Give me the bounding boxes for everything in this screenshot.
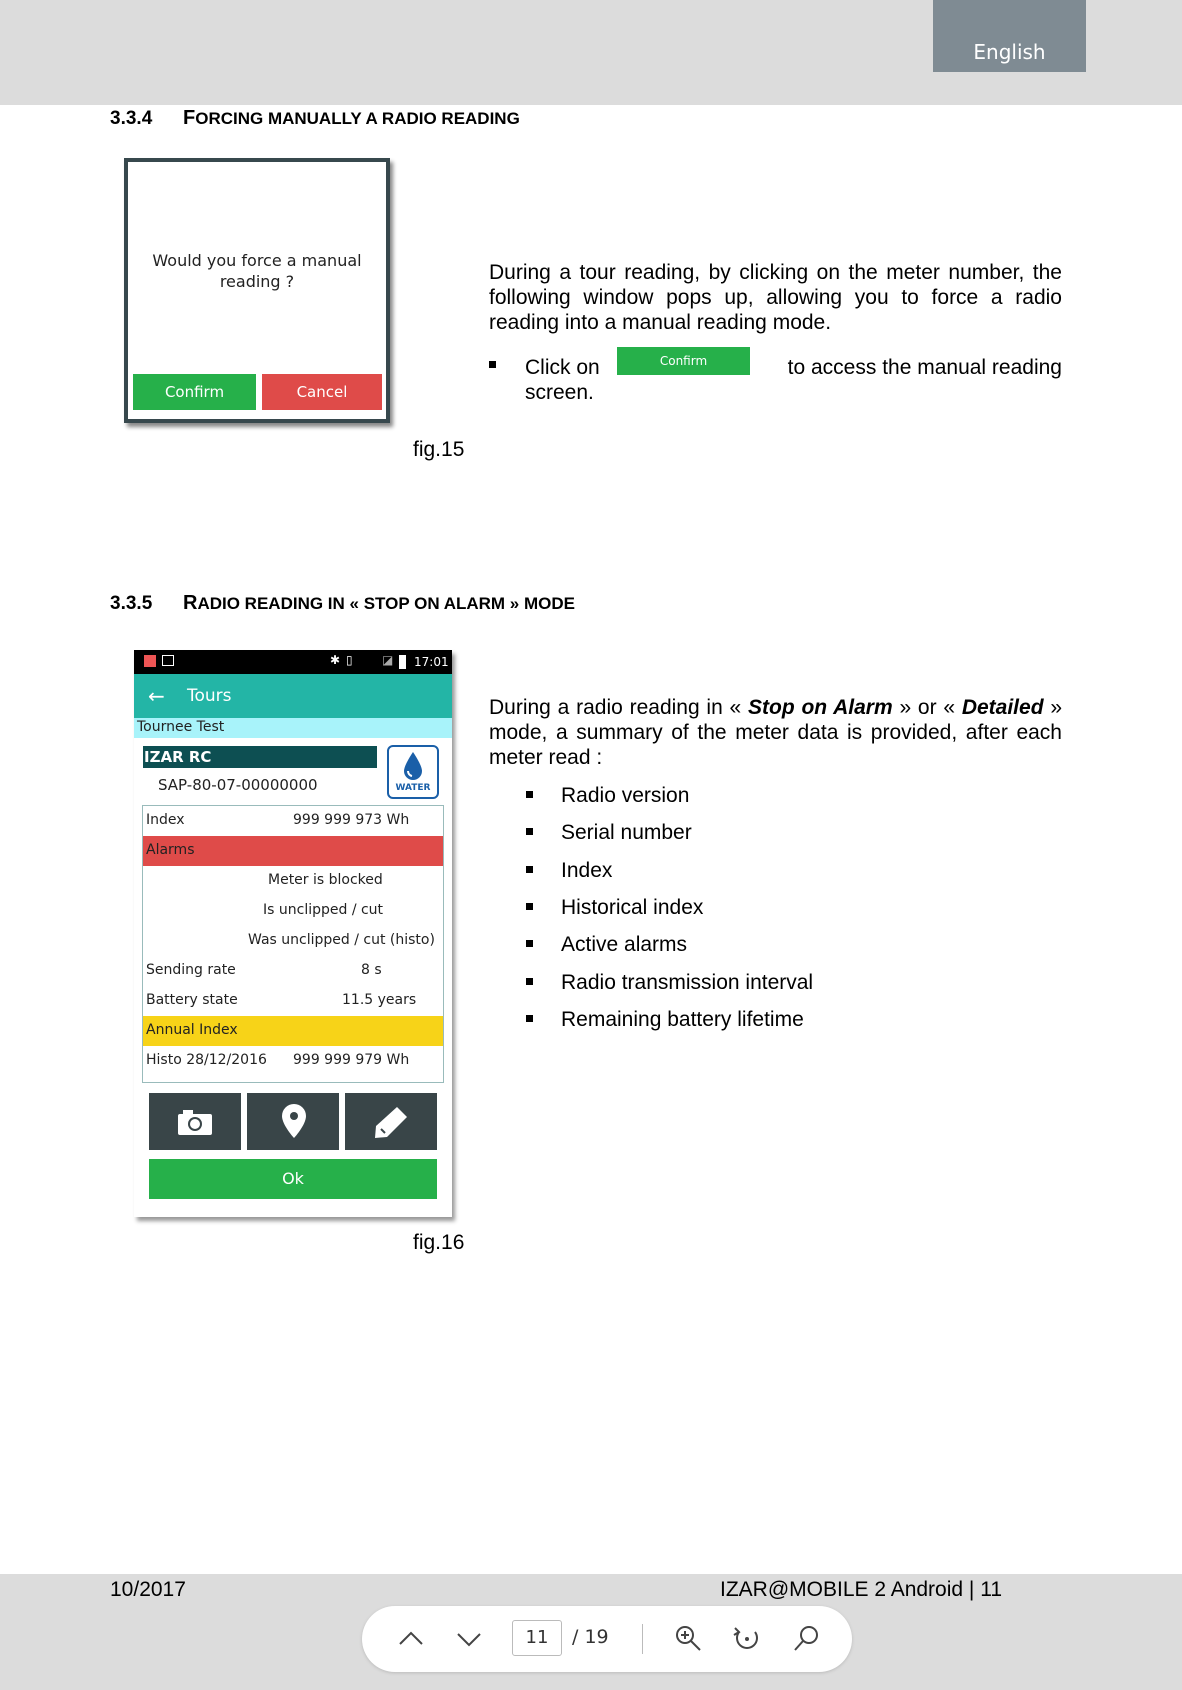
water-badge-label: WATER [395,783,431,793]
alarm-row [143,896,443,926]
page-number-input[interactable]: 11 [512,1620,562,1656]
camera-icon [177,1108,213,1136]
alarm-1: Meter is blocked [268,872,383,888]
list-item-text: Remaining battery lifetime [561,1008,804,1031]
heading-initial: R [183,592,198,614]
status-bar [134,650,452,674]
list-item [525,970,813,995]
bullet-marker [526,940,533,947]
dialog-question [128,250,386,292]
heading-part: MODE [523,594,575,613]
rotate-icon[interactable] [730,1622,764,1656]
footer-product-page: IZAR@MOBILE 2 Android | 11 [720,1578,1003,1601]
battery-value: 11.5 years [342,992,417,1008]
bullet-marker [489,361,496,368]
list-item [525,1007,804,1032]
footer-date: 10/2017 [110,1578,186,1601]
annual-index-header-row [143,1016,443,1046]
section-heading-3-3-4 [110,107,520,130]
list-item [525,858,612,883]
page-total: / 19 [572,1626,609,1648]
section-number: 3.3.5 [110,593,153,614]
app-bar-title: Tours [187,686,232,706]
heading-rest: ORCING MANUALLY A RADIO READING [195,109,520,128]
meter-type-header [143,746,377,768]
dialog-confirm-button[interactable]: Confirm [133,374,256,410]
back-arrow-icon[interactable]: ← [148,684,165,708]
index-value: 999 999 973 Wh [293,812,410,828]
histo-row [143,1046,443,1076]
search-icon[interactable] [790,1622,824,1656]
force-manual-dialog [124,158,390,423]
sending-rate-label: Sending rate [146,962,236,978]
list-item-text: Active alarms [561,933,688,956]
signal-icon: ◪ [382,653,394,667]
phone-screenshot [134,650,452,1217]
vibrate-icon: ▯ [346,653,353,667]
annual-index-label: Annual Index [146,1022,238,1038]
inline-confirm-button: Confirm [617,347,750,375]
para-part: During a radio reading in « [489,696,749,719]
sending-rate-value: 8 s [361,962,382,978]
para-part: » or « [892,696,962,719]
alarm-3: Was unclipped / cut (histo) [248,932,435,948]
tour-name-bar [134,718,452,738]
next-page-chevron-down-icon[interactable] [452,1622,486,1656]
alarm-row [143,926,443,956]
section-number: 3.3.4 [110,108,153,129]
battery-label: Battery state [146,992,238,1008]
water-drop-icon [402,751,424,781]
pencil-icon [373,1105,409,1139]
figure-label-15: fig.15 [413,438,465,461]
list-item-text: Radio version [561,784,690,807]
edit-button[interactable] [345,1093,437,1150]
sending-rate-row [143,956,443,986]
alarm-row [143,866,443,896]
battery-icon [399,655,406,669]
battery-row [143,986,443,1016]
heading-initial: F [183,107,196,129]
histo-label: Histo 28/12/2016 [146,1052,267,1068]
toolbar-divider [642,1624,643,1654]
alarm-2: Is unclipped / cut [263,902,384,918]
location-button[interactable] [247,1093,339,1150]
figure-label-16: fig.16 [413,1231,465,1254]
ok-button[interactable]: Ok [149,1159,437,1199]
tour-name: Tournee Test [137,719,225,735]
heading-quote-close: » [505,594,524,613]
bullet-text-post: to access the manual reading [787,356,1062,379]
meter-serial: SAP-80-07-00000000 [158,776,318,794]
app-bar [134,674,452,718]
list-item [525,783,689,808]
bullet-marker [526,791,533,798]
section-334-paragraph: During a tour reading, by clicking on the meter number, the following window pops up, allowing you to force a radio reading into a manual reading mode. [489,261,1062,334]
previous-page-chevron-up-icon[interactable] [394,1622,428,1656]
language-tab[interactable]: English [933,0,1086,72]
bullet-marker [526,828,533,835]
heading-part: ADIO READING IN [197,594,345,613]
alarms-header-row [143,836,443,866]
section-335-paragraph [489,695,1062,770]
bullet-text-post2: screen. [525,381,594,404]
meter-type: IZAR RC [144,748,212,766]
water-badge [387,745,439,799]
para-emphasis-detailed: Detailed [961,696,1044,719]
dialog-cancel-button[interactable]: Cancel [262,374,382,410]
image-icon [162,655,174,666]
para-part: » mode, a summary of the meter data is provided, after each meter read : [489,696,1062,769]
list-item-text: Index [561,859,613,882]
dialog-question-line2: reading ? [219,272,295,291]
list-item-text: Radio transmission interval [561,971,814,994]
histo-value: 999 999 979 Wh [293,1052,410,1068]
location-pin-icon [281,1103,307,1139]
pdf-viewer-toolbar [362,1606,852,1672]
bullet-marker [526,978,533,985]
index-row [143,806,443,836]
meter-data-table [142,805,444,1083]
list-item [525,895,703,920]
bullet-text-pre: Click on [525,356,600,379]
bullet-marker [526,866,533,873]
dialog-question-line1: Would you force a manual [152,251,362,270]
status-time: 17:01 [414,655,449,669]
para-emphasis-stop-on-alarm: Stop on Alarm [748,696,893,719]
section-heading-3-3-5 [110,592,575,615]
list-item [525,932,687,957]
zoom-in-icon[interactable] [672,1622,706,1656]
list-item [525,820,692,845]
camera-button[interactable] [149,1093,241,1150]
bullet-marker [526,1015,533,1022]
index-label: Index [146,812,185,828]
list-item-text: Serial number [561,821,692,844]
alarms-label: Alarms [146,842,195,858]
heading-part: STOP ON ALARM [363,594,506,613]
notification-icon [144,655,156,667]
heading-quote-open: « [344,594,364,613]
bluetooth-icon: ✱ [330,653,341,667]
list-item-text: Historical index [561,896,704,919]
bullet-marker [526,903,533,910]
